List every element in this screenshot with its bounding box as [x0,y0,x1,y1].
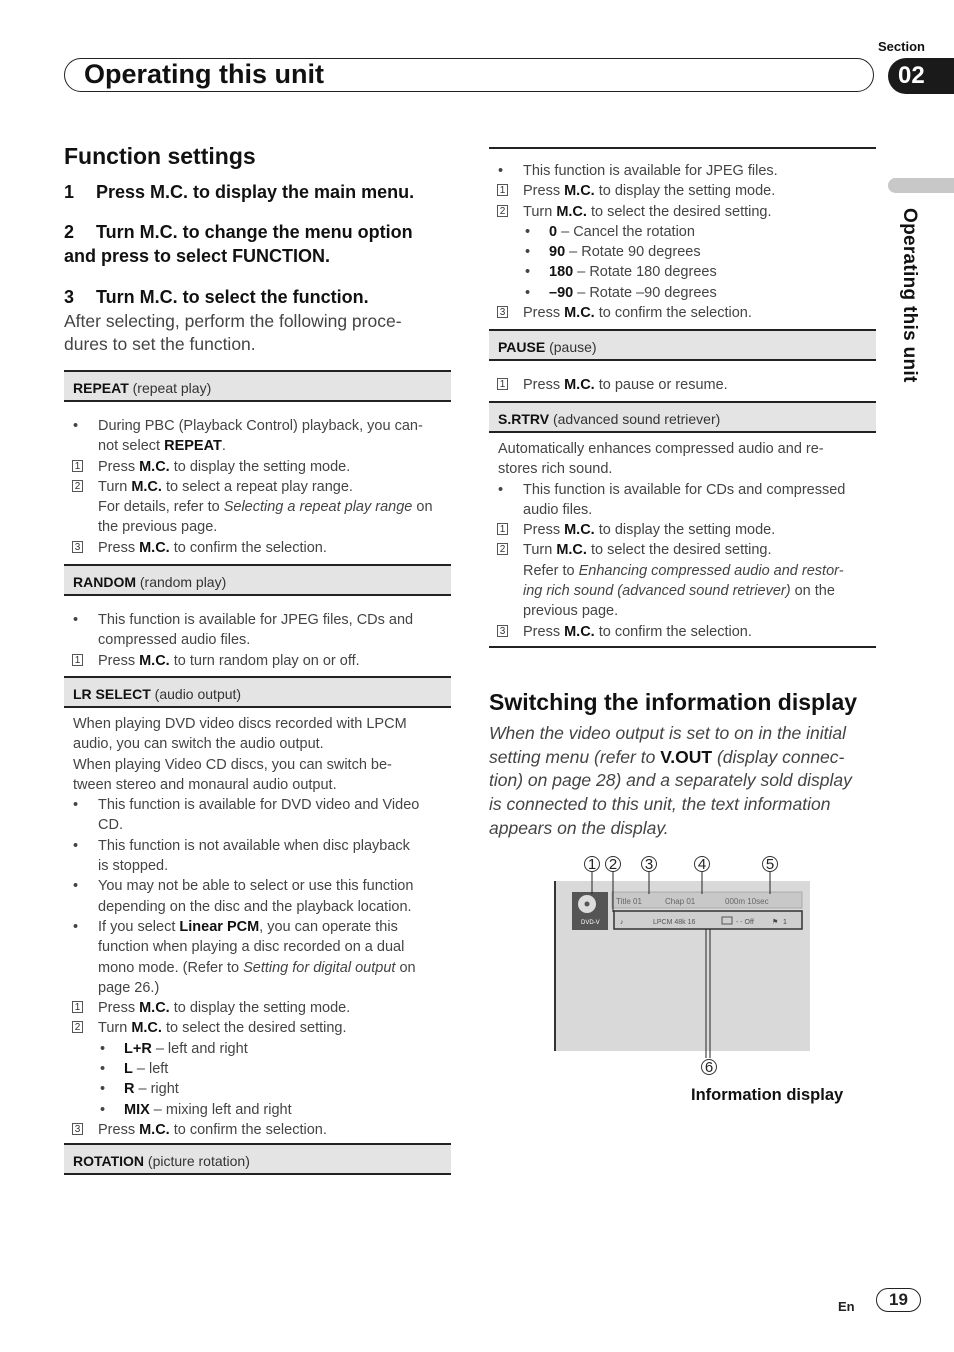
figure-caption: Information display [691,1086,844,1104]
callout-3: 3 [641,856,657,872]
pause-body: 1 Press M.C. to pause or resume. [489,375,876,395]
section-label: Section [878,39,925,54]
rotation-continued-rule [489,147,876,149]
information-display-figure [550,870,815,1060]
srtrv-bottom-rule [489,646,876,648]
srtrv-box-head: S.RTRV (advanced sound retriever) [489,401,876,433]
screen-audio-readout: LPCM 48k 16 [653,919,696,926]
screen-subtitle-readout: - - Off [736,919,754,926]
screen-time-readout: 000m 10sec [725,897,769,906]
switching-intro: When the video output is set to on in the initial setting menu (refer to V.OUT (display connec- tion) on page 28) and a separately sold display is connected to this unit, the text information appears on the display. [489,723,852,838]
step-3: 3 Turn M.C. to select the function. [64,287,369,307]
function-settings-heading: Function settings [64,143,256,169]
angle-icon: ⚑ [772,919,779,926]
switching-heading: Switching the information display [489,689,858,715]
language-label: En [838,1299,855,1314]
screen-media-badge: DVD-V [581,920,600,926]
pause-box-head: PAUSE (pause) [489,329,876,361]
callout-4: 4 [694,856,710,872]
rotation-body: • This function is available for JPEG files. 1 Press M.C. to display the setting mode. 2 Turn M.C. to select the desired setting. • 0 – Cancel the rotation • 90 – Rotate 90 degrees • 180 – Rotate 180 degrees • –90 – Rotate –90 degrees 3 Press M.C. to confirm the selection. [498,163,778,322]
page-title: Operating this unit [84,59,324,89]
screen-angle-readout: 1 [783,919,787,926]
page-number: 19 [876,1288,921,1312]
srtrv-body: Automatically enhances compressed audio and re- stores rich sound. • This function is available for CDs and compressed audio files. 1 Press M.C. to display the setting mode. 2 Turn M.C. to select the desired setting. Refer to Enhancing compressed audio and restor- ing rich sound (advanced sound retriever) on the previous page. 3 Press M.C. to confirm the selection. [498,441,846,640]
callout-5: 5 [762,856,778,872]
step-2: 2 Turn M.C. to change the menu option and press to select FUNCTION. [64,222,413,266]
callout-2: 2 [605,856,621,872]
section-number-badge: 02 [888,58,954,94]
screen-title-readout: Title 01 [616,897,642,906]
lr-select-box-head: LR SELECT (audio output) [64,676,451,708]
callout-6: 6 [701,1059,717,1075]
rotation-box-head: ROTATION (picture rotation) [64,1143,451,1175]
screen-chapter-readout: Chap 01 [665,897,696,906]
random-box-head: RANDOM (random play) [64,564,451,596]
lr-select-body: When playing DVD video discs recorded with LPCM audio, you can switch the audio output. When playing Video CD discs, you can switch be- tween stereo and monaural audio output. • This function is available for DVD video and Video CD. • This function is not available when disc playback is stopped. • You may not be able to select or use this function depending on the disc and the playback location. • If you select Linear PCM, you can operate this function when playing a disc recorded on a dual mono mode. (Refer to Setting for digital output on page 26.) 1 Press M.C. to display the setting mode. 2 Turn M.C. to select the desired setting. • L+R – left and right • L – left • R – right • MIX – mixing left and right 3 Press M.C. to confirm the selection. [73,716,420,1138]
random-body: • This function is available for JPEG files, CDs and compressed audio files. 1 Press M.C. to turn random play on or off. [73,612,414,669]
side-tab-marker [888,178,954,193]
callout-1: 1 [584,856,600,872]
repeat-box-head: REPEAT (repeat play) [64,370,451,402]
side-tab-label: Operating this unit [899,208,920,383]
audio-note-icon: ♪ [620,919,624,926]
step-1: 1 Press M.C. to display the main menu. [64,182,415,202]
after-selecting-text: After selecting, perform the following proce- dures to set the function. [64,311,402,354]
repeat-body: • During PBC (Playback Control) playback, you can- not select REPEAT. 1 Press M.C. to display the setting mode. 2 Turn M.C. to select a repeat play range. For details, refer to Selecting a repeat play range on the previous page. 3 Press M.C. to confirm the selection. [73,418,433,556]
